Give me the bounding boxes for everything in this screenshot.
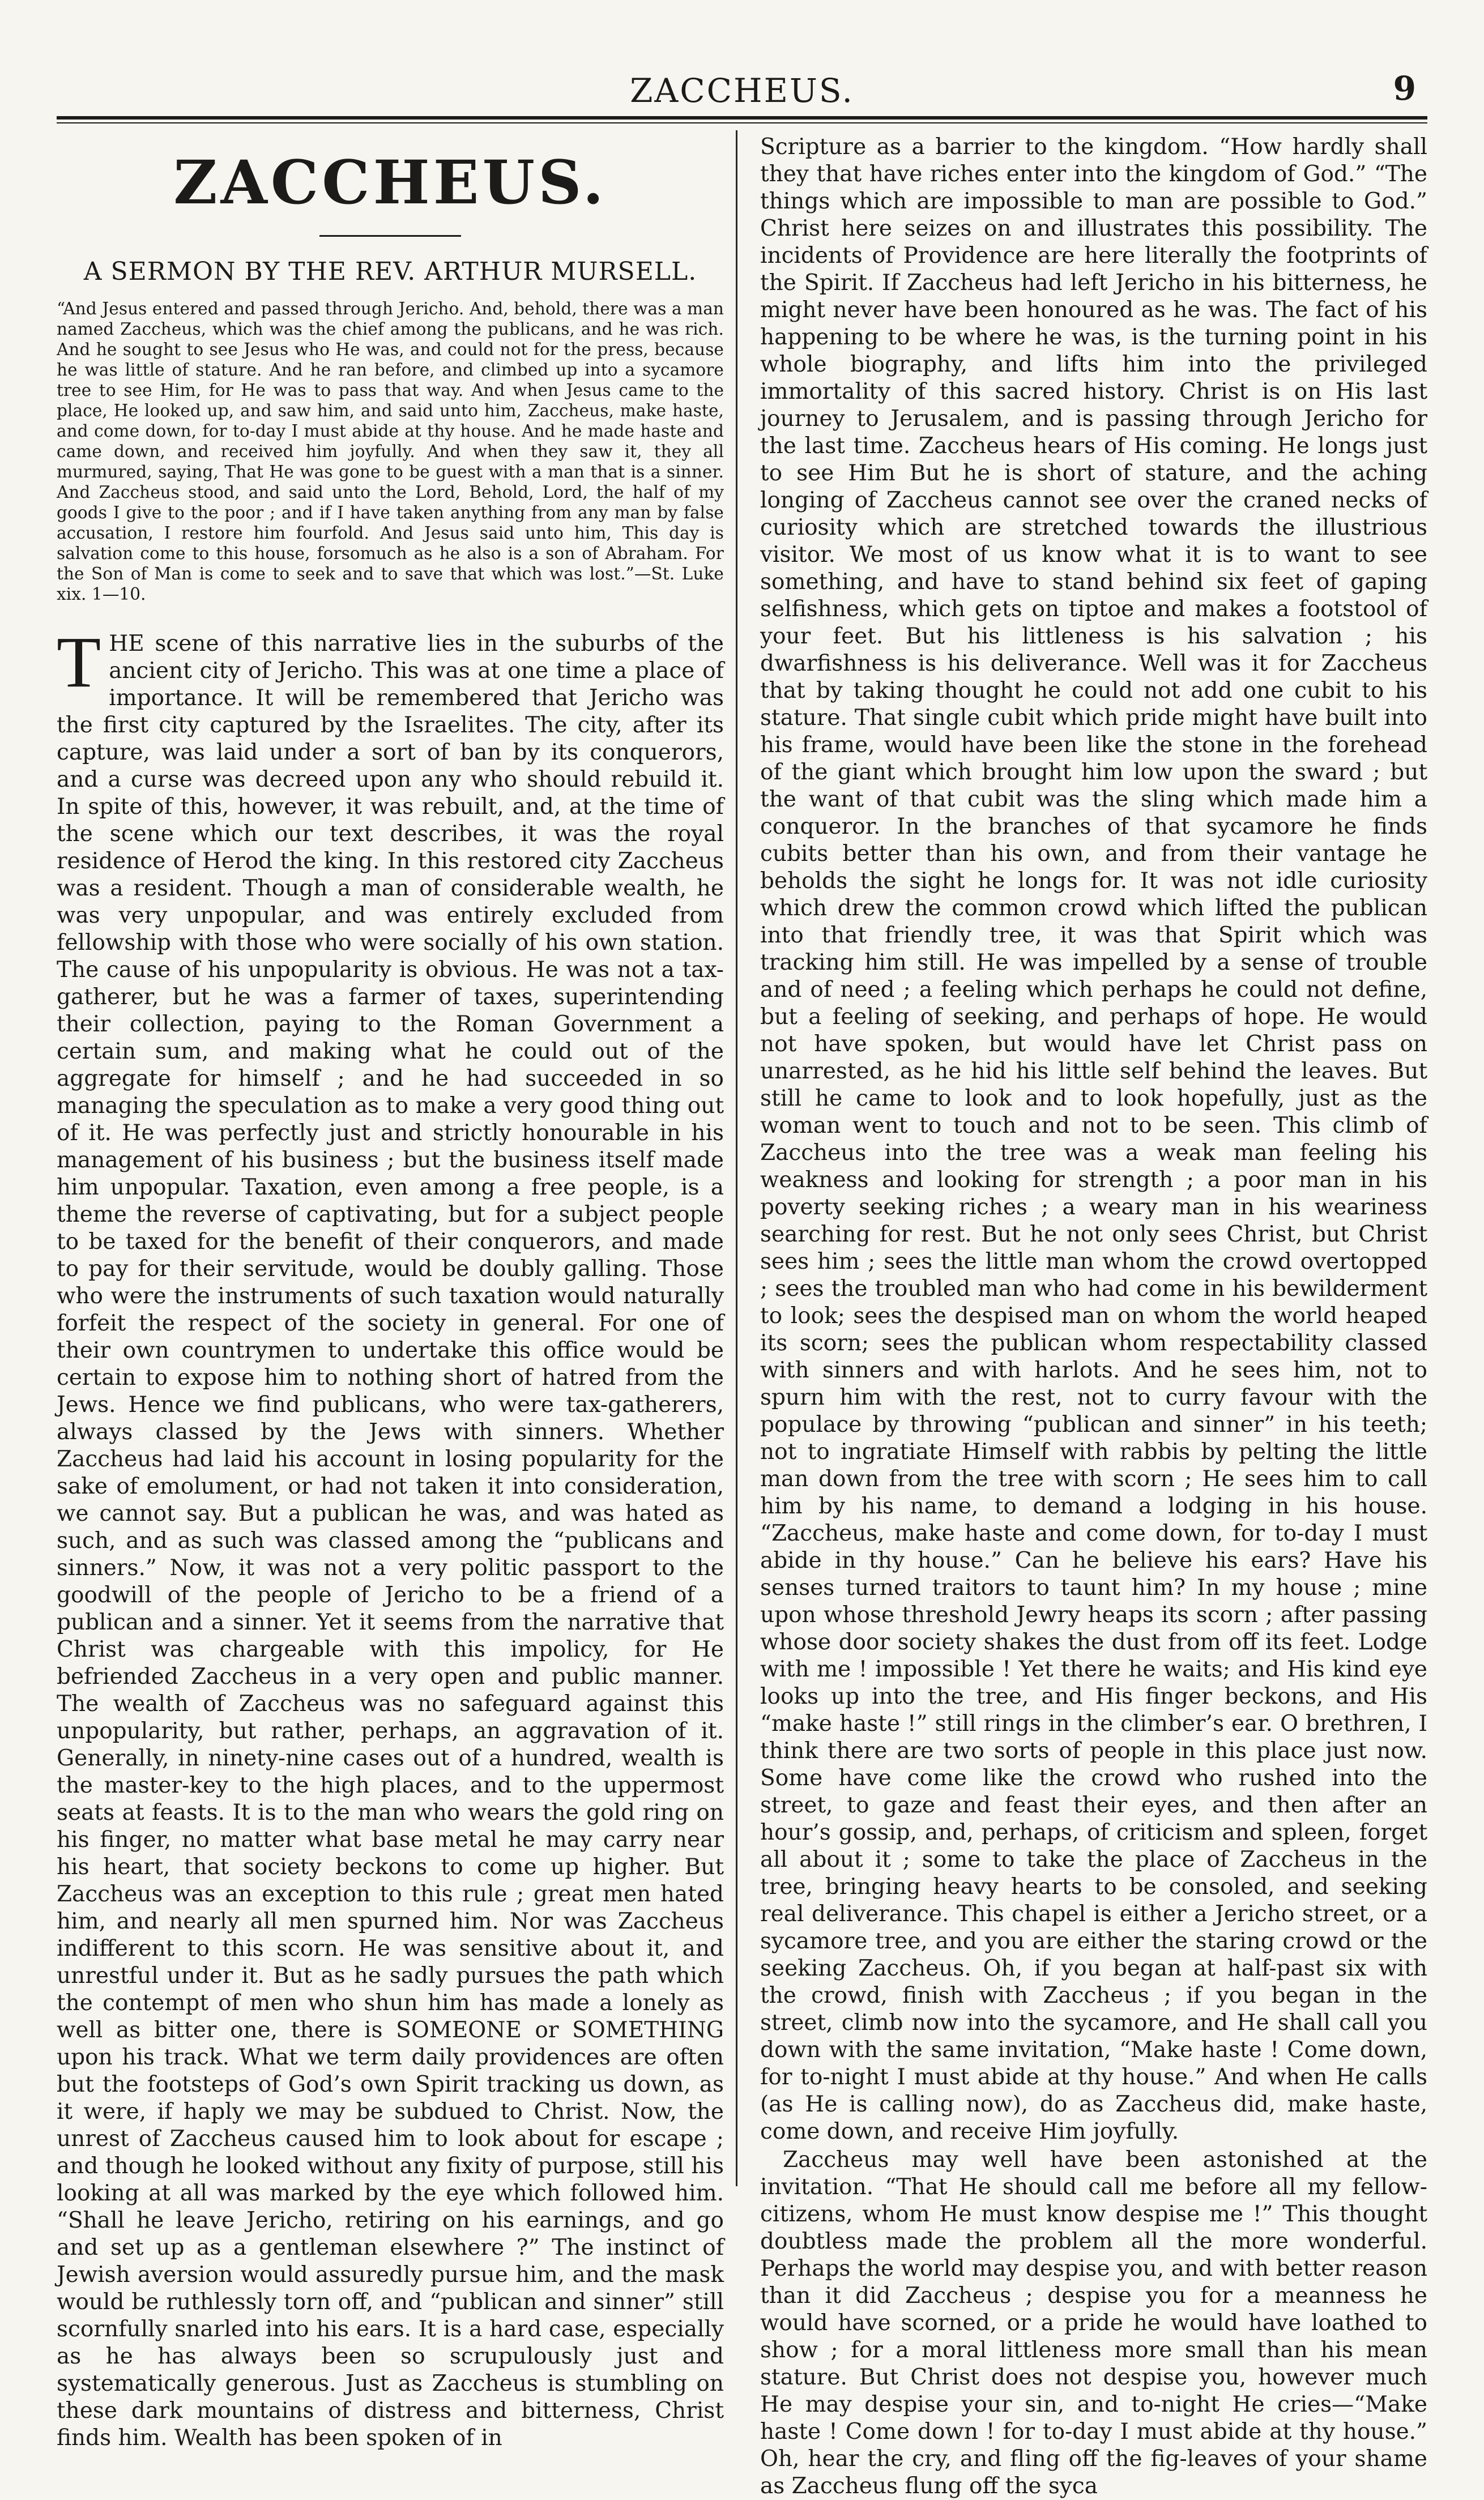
drop-cap: T xyxy=(57,621,101,702)
left-body-text: HE scene of this narrative lies in the suburbs of the ancient city of Jericho. This was at one time a place of importance. It will be remembered that Jericho was the first city captured by the Israelites. The city, after its capture, was laid under a sort of ban by its conquerors, and a curse was decreed upon any who should rebuild it. In spite of this, however, it was rebuilt, and, at the time of the scene which our text describes, it was the royal residence of Herod the king. In this restored city Zaccheus was a resident. Though a man of considerable wealth, he was very unpopular, and was entirely excluded from fellowship with those who were socially of his own station. The cause of his unpopularity is obvious. He was not a tax-gatherer, but he was a farmer of taxes, superintending their collection, paying to the Roman Government a certain sum, and making what he could out of the aggregate for himself ; and he had succeeded in so managing the speculation as to make a very good thing out of it. He was perfectly just and strictly honourable in his management of his business ; but the business itself made him unpopular. Taxation, even among a free people, is a theme the reverse of captivating, but for a subject people to be taxed for the benefit of their conquerors, and made to pay for their servitude, would be doubly galling. Those who were the instruments of such taxation would naturally forfeit the respect of the society in general. For one of their own countrymen to undertake this office would be certain to expose him to nothing short of hatred from the Jews. Hence we find publicans, who were tax-gatherers, always classed by the Jews with sinners. Whether Zaccheus had laid his account in losing popularity for the sake of emolument, or had not taken it into consideration, we cannot say. But a publican he was, and was hated as such, and as such was classed among the “publicans and sinners.” Now, it was not a very politic passport to the goodwill of the people of Jericho to be a friend of a publican and a sinner. Yet it seems from the narrative that Christ was chargeable with this impolicy, for He befriended Zaccheus in a very open and public manner. The wealth of Zaccheus was no safeguard against this unpopularity, but rather, perhaps, an aggravation of it. Generally, in ninety-nine cases out of a hundred, wealth is the master-key to the high places, and to the uppermost seats at feasts. It is to the man who wears the gold ring on his finger, no matter what base metal he may carry near his heart, that society beckons to come up higher. But Zaccheus was an exception to this rule ; great men hated him, and nearly all men spurned him. Nor was Zaccheus indifferent to this scorn. He was sensitive about it, and unrestful under it. But as he sadly pursues the path which the contempt of men who shun him has made a lonely as well as bitter one, there is SOMEONE or SOMETHING upon his track. What we term daily providences are often but the footsteps of God’s own Spirit tracking us down, as it were, if haply we may be subdued to Christ. Now, the unrest of Zaccheus caused him to look about for escape ; and though he looked without any fixity of purpose, still his looking at all was marked by the eye which followed him. “Shall he leave Jericho, retiring on his earnings, and go and set up as a gentleman elsewhere ?” The instinct of Jewish aversion would assuredly pursue him, and the mask would be ruthlessly torn off, and “publican and sinner” still scornfully snarled into his ears. It is a hard case, especially as he has always been so scrupulously just and systematically generous. Just as Zaccheus is stumbling on these dark mountains of distress and bitterness, Christ finds him. Wealth has been spoken of in xyxy=(57,630,724,2451)
article-body-left xyxy=(57,621,724,2452)
running-title: ZACCHEUS. xyxy=(630,71,854,110)
header-rule xyxy=(57,116,1427,120)
column-divider xyxy=(736,130,737,2186)
right-column xyxy=(760,134,1427,2499)
scripture-epigraph: “And Jesus entered and passed through Jericho. And, behold, there was a man named Zaccheus, which was the chief among the publicans, and he was rich. And he sought to see Jesus who He was, and could not for the press, because he was little of stature. And he ran before, and climbed up into a sycamore tree to see Him, for He was to pass that way. And when Jesus came to the place, He looked up, and saw him, and said unto him, Zaccheus, make haste, and come down, for to-day I must abide at thy house. And he made haste and came down, and received him joyfully. And when they saw it, they all murmured, saying, That He was gone to be guest with a man that is a sinner. And Zaccheus stood, and said unto the Lord, Behold, Lord, the half of my goods I give to the poor ; and if I have taken anything from any man by false accusation, I restore him fourfold. And Jesus said unto him, This day is salvation come to this house, forsomuch as he also is a son of Abraham. For the Son of Man is come to seek and to save that which was lost.”—St. Luke xix. 1—10. xyxy=(57,298,724,604)
right-paragraph-2: Zaccheus may well have been astonished at the invitation. “That He should call me before all my fellow-citizens, whom He must know despise me !” This thought doubtless made the problem all the more wonderful. Perhaps the world may despise you, and with better reason than it did Zaccheus ; despise you for a meanness he would have scorned, or a pride he would have loathed to show ; for a moral littleness more small than his mean stature. But Christ does not despise you, however much He may despise your sin, and to-night He cries—“Make haste ! Come down ! for to-day I must abide at thy house.” Oh, hear the cry, and fling off the fig-leaves of your shame as Zaccheus flung off the syca xyxy=(760,2147,1427,2499)
header-rule-thin xyxy=(57,122,1427,123)
right-paragraph-1: Scripture as a barrier to the kingdom. “How hardly shall they that have riches enter into the kingdom of God.” “The things which are impossible to man are possible to God.” Christ here seizes on and illustrates this possibility. The incidents of Providence are here literally the footprints of the Spirit. If Zaccheus had left Jericho in his bitterness, he might never have been honoured as he was. The fact of his happening to be where he was, is the turning point in his whole biography, and lifts him into the privileged immortality of this sacred history. Christ is on His last journey to Jerusalem, and is passing through Jericho for the last time. Zaccheus hears of His coming. He longs just to see Him But he is short of stature, and the aching longing of Zaccheus cannot see over the craned necks of curiosity which are stretched towards the illustrious visitor. We most of us know what it is to want to see something, and have to stand behind six feet of gaping selfishness, which gets on tiptoe and makes a footstool of your feet. But his littleness is his salvation ; his dwarfishness is his deliverance. Well was it for Zaccheus that by taking thought he could not add one cubit to his stature. That single cubit which pride might have built into his frame, would have been like the stone in the forehead of the giant which brought him low upon the sward ; but the want of that cubit was the sling which made him a conqueror. In the branches of that sycamore he finds cubits better than his own, and from their vantage he beholds the sight he longs for. It was not idle curiosity which drew the common crowd which lifted the publican into that friendly tree, it was that Spirit which was tracking him still. He was impelled by a sense of trouble and of need ; a feeling which perhaps he could not define, but a feeling of seeking, and perhaps of hope. He would not have spoken, but would have let Christ pass on unarrested, as he hid his little self behind the leaves. But still he came to look and to look hopefully, just as the woman went to touch and not to be seen. This climb of Zaccheus into the tree was a weak man feeling his weakness and looking for strength ; a poor man in his poverty seeking riches ; a weary man in his weariness searching for rest. But he not only sees Christ, but Christ sees him ; sees the little man whom the crowd overtopped ; sees the troubled man who had come in his bewilderment to look; sees the despised man on whom the world heaped its scorn; sees the publican whom respectability classed with sinners and with harlots. And he sees him, not to spurn him with the rest, not to curry favour with the populace by throwing “publican and sinner” in his teeth; not to ingratiate Himself with rabbis by pelting the little man down from the tree with scorn ; He sees him to call him by his name, to demand a lodging in his house. “Zaccheus, make haste and come down, for to-day I must abide in thy house.” Can he believe his ears? Have his senses turned traitors to taunt him? In my house ; mine upon whose threshold Jewry heaps its scorn ; after passing whose door society shakes the dust from off its feet. Lodge with me ! impossible ! Yet there he waits; and His kind eye looks up into the tree, and His finger beckons, and His “make haste !” still rings in the climber’s ear. O brethren, I think there are two sorts of people in this place just now. Some have come like the crowd who rushed into the street, to gaze and feast their eyes, and then after an hour’s gossip, and, perhaps, of criticism and spleen, forget all about it ; some to take the place of Zaccheus in the tree, bringing heavy hearts to be consoled, and seeking real deliverance. This chapel is either a Jericho street, or a sycamore tree, and you are either the staring crowd or the seeking Zaccheus. Oh, if you began at half-past six with the crowd, finish with Zaccheus ; if you began in the street, climb now into the sycamore, and He shall call you down with the same invitation, “Make haste ! Come down, for to-night I must abide at thy house.” And when He calls (as He is calling now), do as Zaccheus did, make haste, come down, and receive Him joyfully. xyxy=(760,134,1427,2144)
byline: A SERMON BY THE REV. ARTHUR MURSELL. xyxy=(83,257,697,286)
page-number: 9 xyxy=(1393,69,1416,108)
left-column xyxy=(57,134,724,2451)
article-title: ZACCHEUS. xyxy=(173,147,607,217)
title-rule xyxy=(319,235,461,237)
running-header xyxy=(57,67,1427,118)
